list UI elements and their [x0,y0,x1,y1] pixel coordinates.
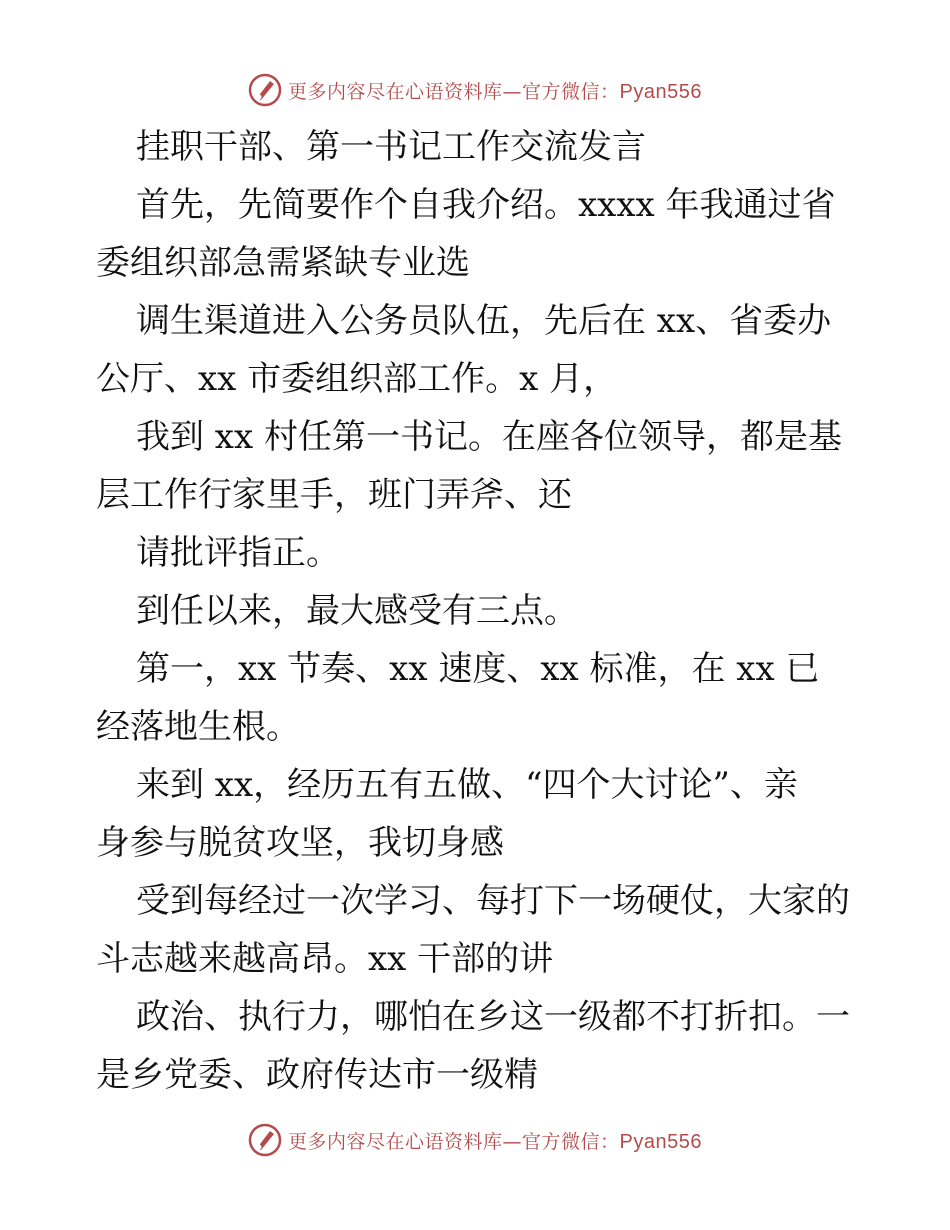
text-line: 层工作行家里手，班门弄斧、还 [96,475,572,515]
watermark-handle: Pyan556 [619,80,702,103]
text-line: 经落地生根。 [96,707,300,747]
text-line: 斗志越来越高昂。xx 干部的讲 [96,939,554,979]
text-line: 首先，先简要作个自我介绍。xxxx 年我通过省 [136,185,836,225]
document-body [96,118,856,1104]
watermark-text: 更多内容尽在心语资料库—官方微信：Pyan556 [288,1130,702,1153]
text-line: 政治、执行力，哪怕在乡这一级都不打折扣。一 [136,997,850,1037]
watermark-text: 更多内容尽在心语资料库—官方微信：Pyan556 [288,80,702,103]
quill-logo-icon [248,73,282,107]
text-line: 公厅、xx 市委组织部工作。x 月， [96,359,618,399]
watermark-handle: Pyan556 [619,1130,702,1153]
quill-logo-icon [248,1123,282,1157]
text-line: 受到每经过一次学习、每打下一场硬仗，大家的 [136,881,850,921]
text-line: 请批评指正。 [136,533,340,573]
header-watermark [0,70,950,110]
text-line: 我到 xx 村任第一书记。在座各位领导，都是基 [136,417,842,457]
text-line: 委组织部急需紧缺专业选 [96,243,470,283]
text-line: 是乡党委、政府传达市一级精 [96,1055,538,1095]
text-line: 第一，xx 节奏、xx 速度、xx 标准，在 xx 已 [136,649,820,689]
text-line: 到任以来，最大感受有三点。 [136,591,578,631]
text-line: 身参与脱贫攻坚，我切身感 [96,823,504,863]
text-line: 来到 xx，经历五有五做、“四个大讨论”、亲 [136,765,798,805]
footer-watermark [0,1120,950,1160]
text-line: 挂职干部、第一书记工作交流发言 [136,127,646,167]
text-line: 调生渠道进入公务员队伍，先后在 xx、省委办 [136,301,832,341]
